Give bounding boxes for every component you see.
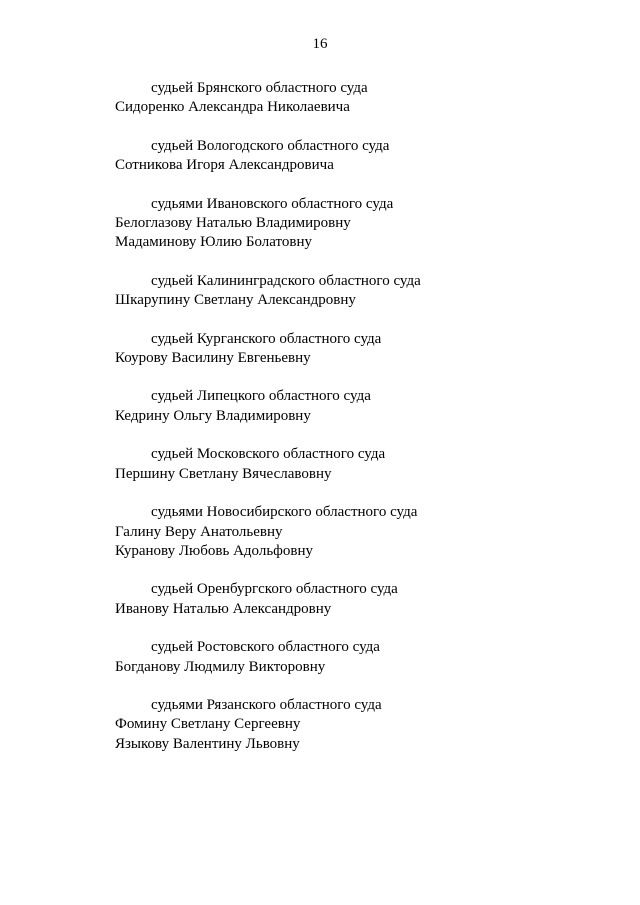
court-line: судьей Вологодского областного суда	[151, 137, 390, 154]
court-line: судьей Калининградского областного суда	[151, 272, 421, 289]
judge-name: Першину Светлану Вячеславовну	[115, 465, 332, 482]
judge-name: Шкарупину Светлану Александровну	[115, 292, 356, 309]
court-line: судьей Оренбургского областного суда	[151, 581, 398, 598]
page-number: 16	[312, 36, 328, 52]
court-line: судьей Брянского областного суда	[151, 80, 368, 96]
judge-name: Языкову Валентину Львовну	[115, 735, 300, 752]
appointment-entry	[115, 580, 595, 619]
appointment-entry	[115, 79, 595, 118]
judge-name: Фомину Светлану Сергеевну	[115, 716, 301, 733]
judge-name: Кедрину Ольгу Владимировну	[115, 407, 311, 424]
judge-name: Белоглазову Наталью Владимировну	[115, 215, 351, 232]
judge-name: Иванову Наталью Александровну	[115, 600, 332, 617]
judge-name: Сотникова Игоря Александровича	[115, 157, 334, 174]
appointment-entry	[115, 503, 595, 561]
appointment-entry	[115, 137, 595, 176]
judge-name: Коурову Василину Евгеньевну	[115, 350, 311, 367]
appointments-list	[115, 79, 595, 773]
court-line: судьей Ростовского областного суда	[151, 639, 380, 656]
court-line: судьями Ивановского областного суда	[151, 195, 394, 212]
appointment-entry	[115, 272, 595, 311]
appointment-entry	[115, 387, 595, 426]
judge-name: Мадаминову Юлию Болатовну	[115, 234, 312, 251]
judge-name: Куранову Любовь Адольфовну	[115, 542, 313, 559]
judge-name: Сидоренко Александра Николаевича	[115, 99, 350, 116]
judge-name: Галину Веру Анатольевну	[115, 523, 283, 540]
court-line: судьями Рязанского областного суда	[151, 696, 382, 713]
judge-name: Богданову Людмилу Викторовну	[115, 658, 326, 675]
appointment-entry	[115, 445, 595, 484]
appointment-entry	[115, 195, 595, 253]
court-line: судьей Липецкого областного суда	[151, 388, 371, 405]
court-line: судьями Новосибирского областного суда	[151, 504, 418, 521]
appointment-entry	[115, 696, 595, 754]
court-line: судьей Курганского областного суда	[151, 330, 382, 347]
appointment-entry	[115, 638, 595, 677]
court-line: судьей Московского областного суда	[151, 446, 386, 463]
appointment-entry	[115, 330, 595, 369]
